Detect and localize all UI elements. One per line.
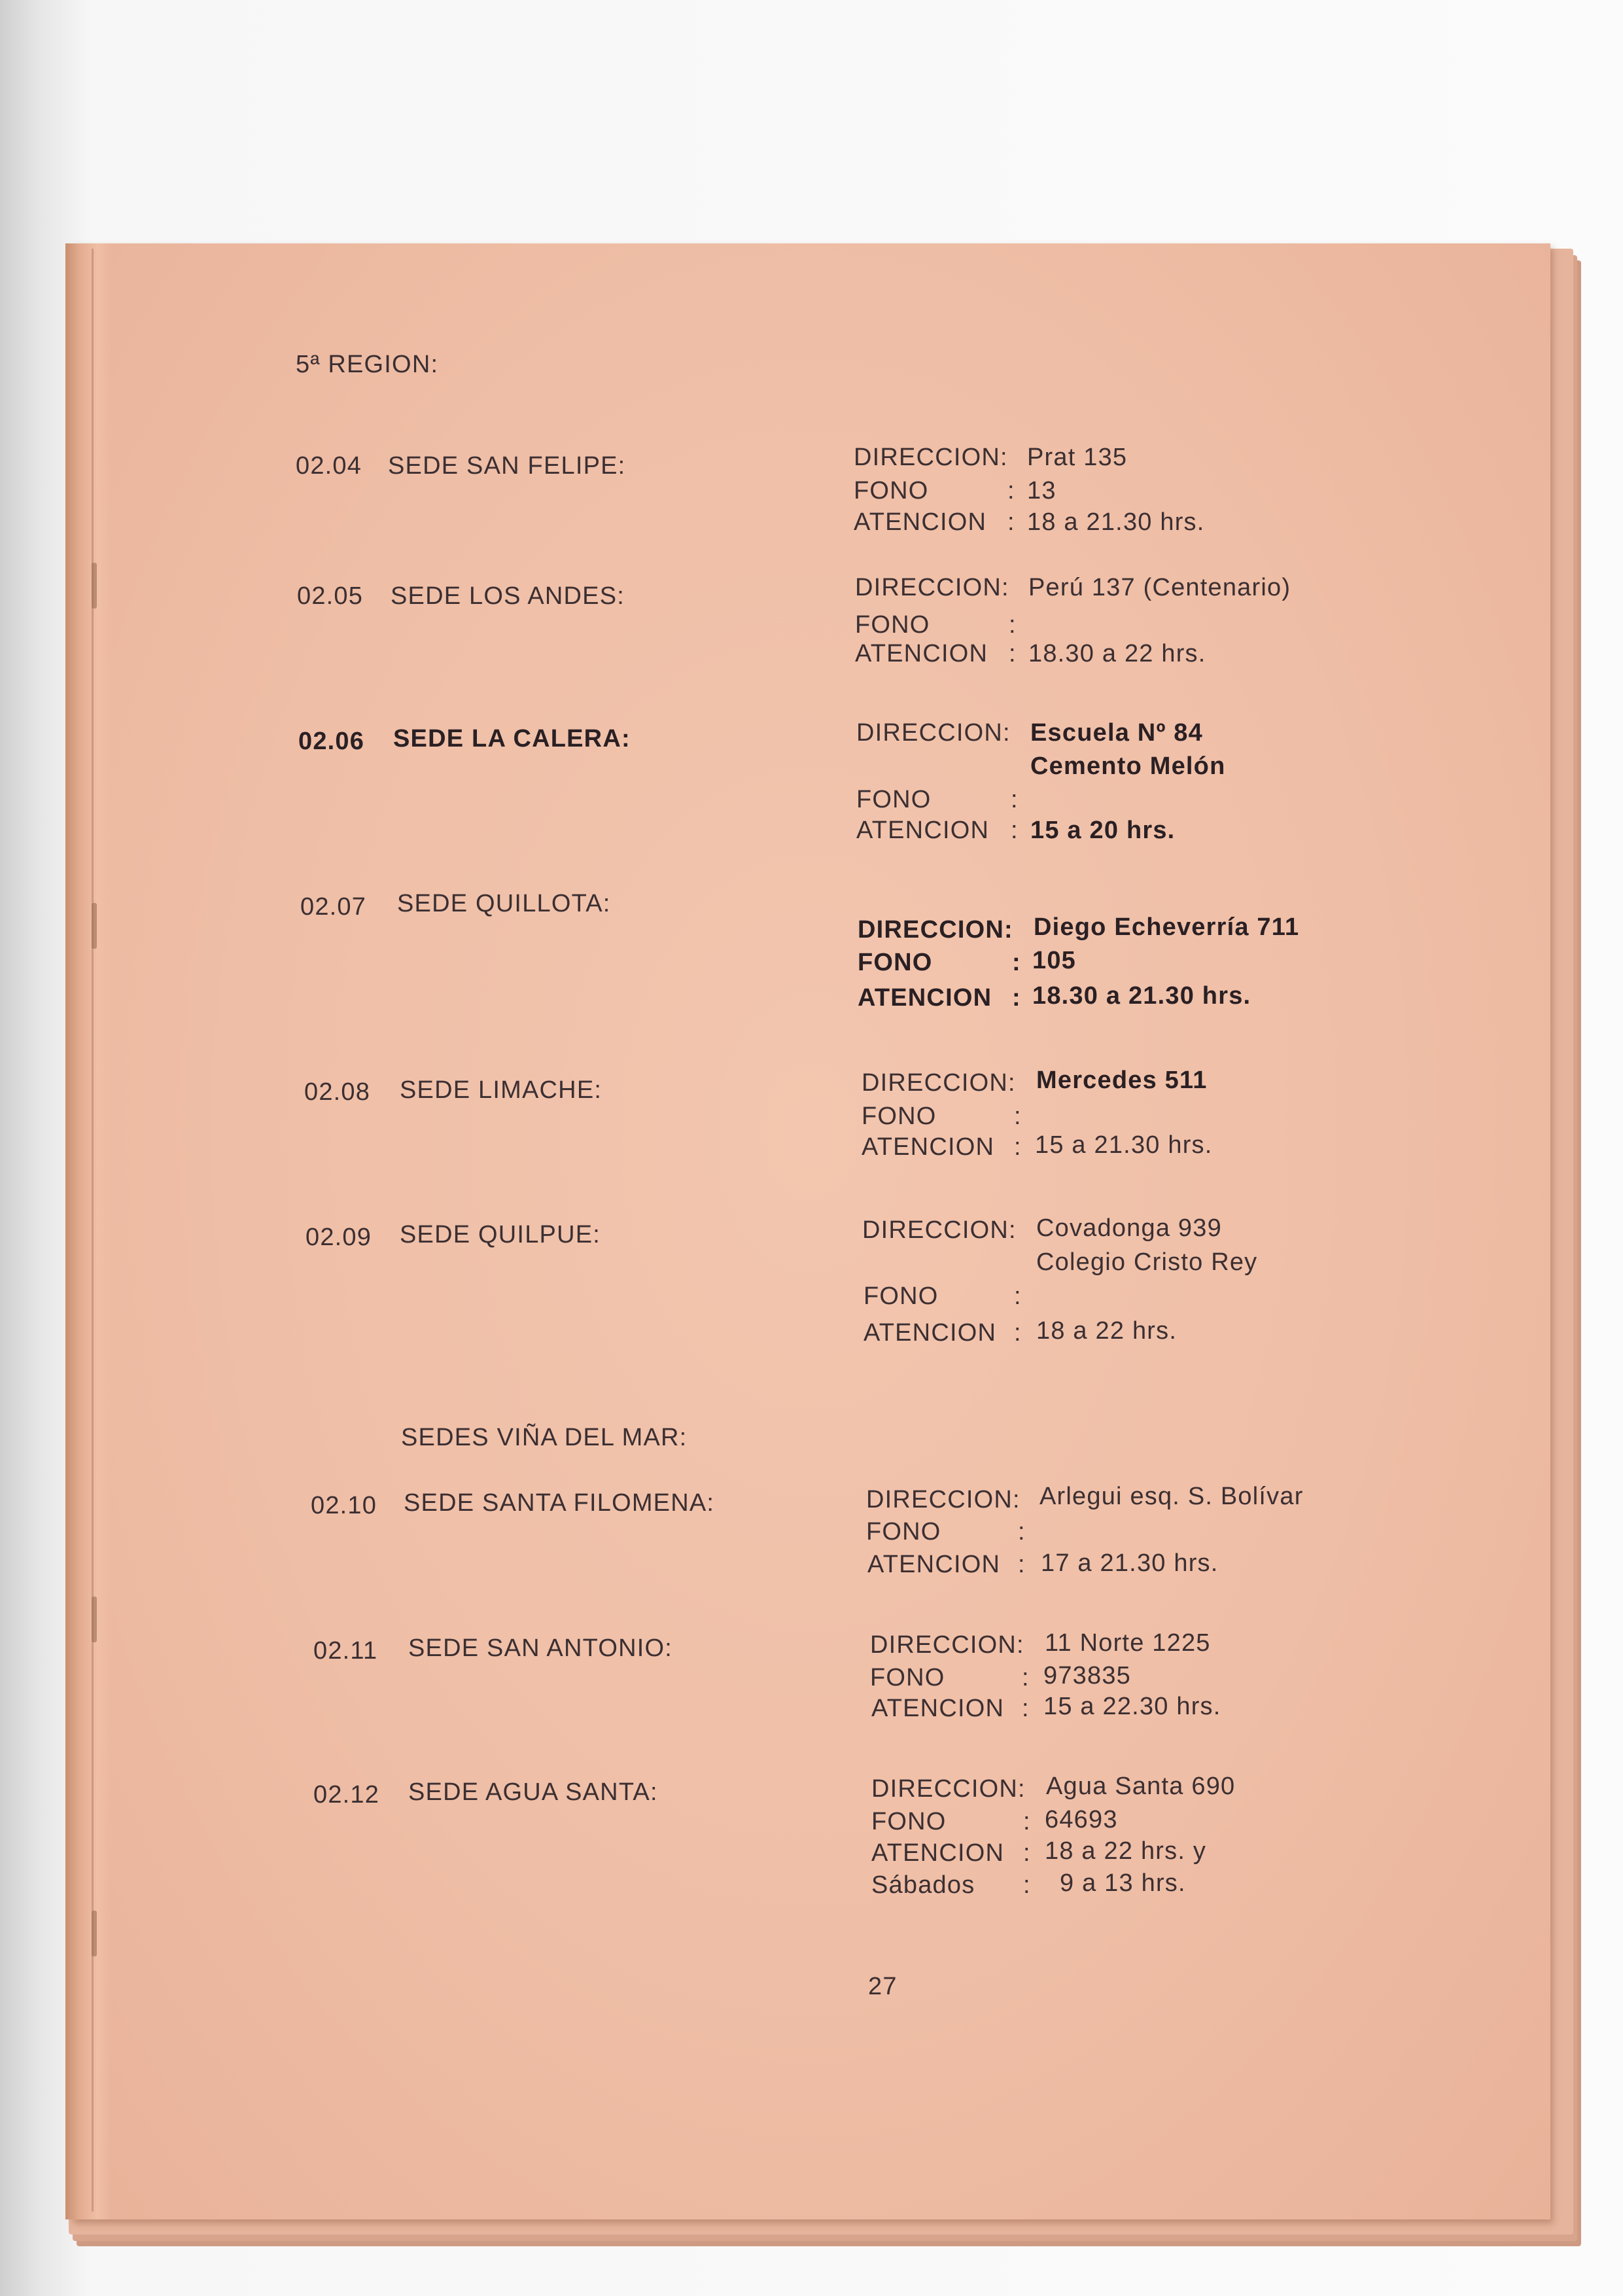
entry-name: SEDE QUILPUE: — [400, 1221, 601, 1248]
hours-value: 18.30 a 22 hrs. — [1028, 640, 1206, 667]
address-line: 11 Norte 1225 — [1045, 1629, 1211, 1657]
entry-code: 02.05 — [297, 582, 364, 610]
section-subheading: SEDES VIÑA DEL MAR: — [401, 1424, 688, 1451]
fono-label: FONO — [862, 1103, 937, 1130]
page-spine — [65, 243, 111, 2219]
address-line: Covadonga 939 — [1036, 1214, 1222, 1242]
address-line: Prat 135 — [1027, 444, 1128, 471]
colon: : — [1023, 1808, 1031, 1835]
colon: : — [1014, 1282, 1022, 1310]
hours-value: 15 a 20 hrs. — [1030, 817, 1176, 844]
colon: : — [1022, 1695, 1030, 1722]
address-line: Colegio Cristo Rey — [1036, 1248, 1258, 1276]
fono-label: FONO — [870, 1664, 945, 1691]
colon: : — [1007, 477, 1015, 504]
colon: : — [1009, 640, 1017, 667]
entry-name: SEDE LIMACHE: — [400, 1076, 602, 1104]
direccion-label: DIRECCION: — [862, 1069, 1016, 1097]
hours-value: 18.30 a 21.30 hrs. — [1032, 982, 1251, 1010]
sabados-label: Sábados — [871, 1871, 975, 1899]
address-line: Mercedes 511 — [1036, 1067, 1208, 1094]
staple-mark — [92, 563, 97, 609]
phone-value: 13 — [1027, 477, 1056, 504]
entry-name: SEDE LA CALERA: — [393, 725, 631, 752]
address-line: Cemento Melón — [1030, 752, 1226, 780]
fono-label: FONO — [864, 1282, 939, 1310]
fono-label: FONO — [871, 1808, 947, 1835]
direccion-label: DIRECCION: — [862, 1216, 1017, 1244]
fono-label: FONO — [855, 611, 930, 639]
entry-code: 02.12 — [313, 1781, 380, 1809]
colon: : — [1023, 1839, 1031, 1867]
colon: : — [1011, 786, 1019, 813]
colon: : — [1012, 949, 1021, 976]
colon: : — [1007, 508, 1015, 536]
atencion-label: ATENCION — [871, 1695, 1005, 1722]
colon: : — [1018, 1518, 1026, 1545]
colon: : — [1014, 1103, 1022, 1130]
entry-code: 02.07 — [300, 893, 367, 921]
colon: : — [1023, 1871, 1031, 1899]
direccion-label: DIRECCION: — [866, 1486, 1021, 1513]
entry-code: 02.04 — [296, 452, 362, 480]
colon: : — [1018, 1551, 1026, 1578]
region-title: 5ª REGION: — [296, 351, 439, 378]
entry-name: SEDE SANTA FILOMENA: — [404, 1489, 715, 1517]
staple-mark — [92, 1911, 97, 1956]
colon: : — [1012, 984, 1021, 1012]
document-page — [71, 243, 1550, 2219]
entry-code: 02.09 — [305, 1224, 372, 1251]
fono-label: FONO — [854, 477, 929, 504]
hours-value: 17 a 21.30 hrs. — [1041, 1549, 1219, 1577]
direccion-label: DIRECCION: — [856, 719, 1011, 747]
direccion-label: DIRECCION: — [854, 444, 1008, 471]
entry-code: 02.11 — [313, 1637, 378, 1665]
hours-value: 18 a 22 hrs. y — [1045, 1837, 1207, 1865]
address-line: Perú 137 (Centenario) — [1028, 574, 1291, 601]
entry-name: SEDE AGUA SANTA: — [408, 1778, 658, 1806]
atencion-label: ATENCION — [856, 817, 990, 844]
hours-value: 18 a 21.30 hrs. — [1027, 508, 1205, 536]
address-line: Escuela Nº 84 — [1030, 719, 1203, 747]
staple-mark — [92, 903, 97, 949]
atencion-label: ATENCION — [854, 508, 987, 536]
page-number: 27 — [868, 1973, 898, 2000]
colon: : — [1014, 1133, 1022, 1161]
entry-code: 02.06 — [298, 728, 365, 755]
fono-label: FONO — [866, 1518, 941, 1545]
staple-mark — [92, 1597, 97, 1642]
entry-name: SEDE SAN FELIPE: — [388, 452, 626, 480]
fono-label: FONO — [858, 949, 933, 976]
phone-value: 973835 — [1043, 1662, 1132, 1689]
atencion-label: ATENCION — [867, 1551, 1001, 1578]
direccion-label: DIRECCION: — [855, 574, 1009, 601]
entry-name: SEDE SAN ANTONIO: — [408, 1634, 673, 1662]
saturday-hours-value: 9 a 13 hrs. — [1060, 1869, 1186, 1897]
hours-value: 15 a 22.30 hrs. — [1043, 1693, 1221, 1720]
atencion-label: ATENCION — [871, 1839, 1005, 1867]
phone-value: 64693 — [1045, 1806, 1118, 1833]
hours-value: 18 a 22 hrs. — [1036, 1317, 1178, 1345]
direccion-label: DIRECCION: — [871, 1775, 1026, 1803]
direccion-label: DIRECCION: — [870, 1631, 1024, 1659]
colon: : — [1014, 1319, 1022, 1347]
entry-code: 02.08 — [304, 1078, 371, 1106]
atencion-label: ATENCION — [858, 984, 992, 1012]
entry-name: SEDE QUILLOTA: — [397, 890, 611, 917]
colon: : — [1009, 611, 1017, 639]
address-line: Diego Echeverría 711 — [1034, 913, 1300, 941]
address-line: Arlegui esq. S. Bolívar — [1039, 1483, 1304, 1510]
entry-code: 02.10 — [311, 1492, 377, 1519]
fono-label: FONO — [856, 786, 932, 813]
hours-value: 15 a 21.30 hrs. — [1035, 1131, 1213, 1159]
colon: : — [1022, 1664, 1030, 1691]
phone-value: 105 — [1032, 947, 1077, 974]
colon: : — [1011, 817, 1019, 844]
direccion-label: DIRECCION: — [858, 916, 1013, 944]
atencion-label: ATENCION — [862, 1133, 995, 1161]
entry-name: SEDE LOS ANDES: — [391, 582, 625, 610]
atencion-label: ATENCION — [864, 1319, 997, 1347]
atencion-label: ATENCION — [855, 640, 988, 667]
address-line: Agua Santa 690 — [1046, 1773, 1236, 1800]
